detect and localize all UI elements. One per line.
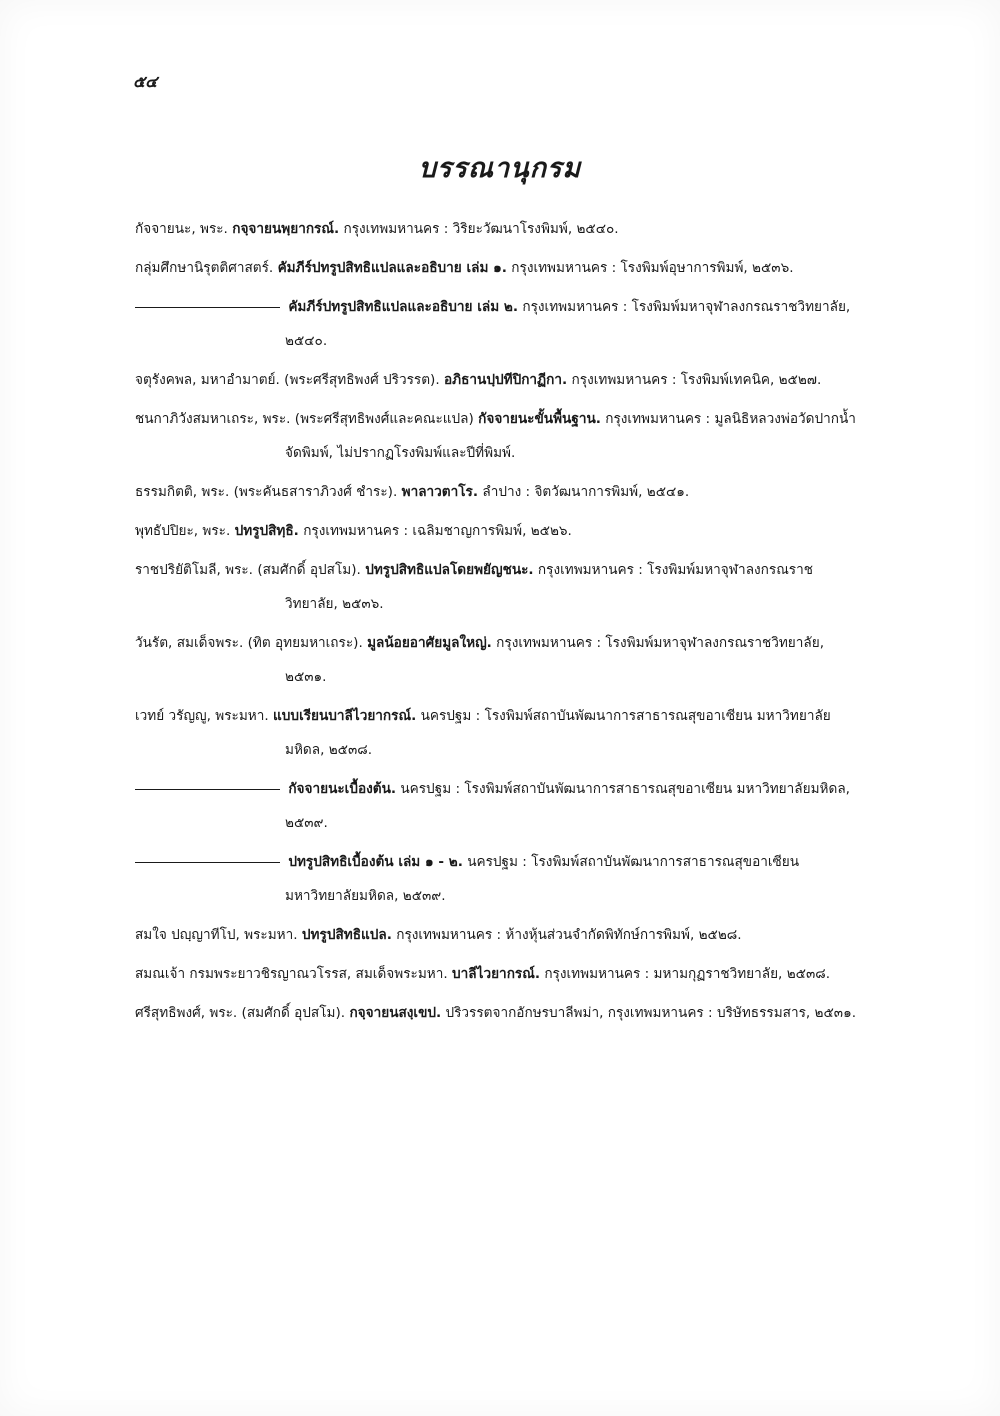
entry-imprint: กรุงเทพมหานคร : เฉลิมชาญการพิมพ์, ๒๕๒๖.	[303, 523, 572, 539]
entry-imprint: กรุงเทพมหานคร : ห้างหุ้นส่วนจำกัดพิทักษ์การพิมพ์, ๒๕๒๘.	[396, 927, 742, 943]
entry-imprint: กรุงเทพมหานคร : มูลนิธิหลวงพ่อวัดปากน้ำจัดพิมพ์, ไม่ปรากฏโรงพิมพ์และปีที่พิมพ์.	[285, 411, 856, 461]
entry-title: บาลีไวยากรณ์.	[452, 966, 540, 982]
entry-author: สมใจ ปญฺญาทีโป, พระมหา.	[135, 927, 298, 943]
entry-author: พุทธัปปิยะ, พระ.	[135, 523, 231, 539]
entry-title: กัจจายนะขั้นพื้นฐาน.	[478, 411, 601, 427]
bibliography-entry	[135, 475, 865, 509]
entry-title: คัมภีร์ปทรูปสิทธิแปลและอธิบาย เล่ม ๒.	[288, 299, 519, 315]
entry-imprint: กรุงเทพมหานคร : โรงพิมพ์มหาจุฬาลงกรณราชวิทยาลัย, ๒๕๔๐.	[285, 299, 851, 349]
bibliography-entry	[135, 772, 865, 840]
entry-imprint: กรุงเทพมหานคร : โรงพิมพ์อุษาการพิมพ์, ๒๕๓๖.	[511, 260, 794, 276]
entry-title: กจฺจายนสงฺเขป.	[349, 1005, 442, 1021]
entry-author: ธรรมกิตติ, พระ. (พระคันธสาราภิวงศ์ ชำระ).	[135, 484, 398, 500]
entry-author: กัจจายนะ, พระ.	[135, 221, 228, 237]
entry-title: พาลาวตาโร.	[401, 484, 479, 500]
entry-imprint: ลำปาง : จิตวัฒนาการพิมพ์, ๒๕๔๑.	[482, 484, 690, 500]
same-author-dash	[135, 862, 280, 863]
entry-title: อภิธานปฺปทีปิกาฏีกา.	[444, 372, 568, 388]
same-author-dash	[135, 789, 280, 790]
entry-title: ปทรูปสิทธิแปล.	[301, 927, 392, 943]
entry-author: กลุ่มศึกษานิรุตติศาสตร์.	[135, 260, 274, 276]
same-author-dash	[135, 307, 280, 308]
entry-author: สมณเจ้า กรมพระยาวชิรญาณวโรรส, สมเด็จพระมหา.	[135, 966, 448, 982]
entry-author: ราชปริยัติโมลี, พระ. (สมศักดิ์ อุปสโม).	[135, 562, 361, 578]
entry-imprint: นครปฐม : โรงพิมพ์สถาบันพัฒนาการสาธารณสุขอาเซียน มหาวิทยาลัยมหิดล, ๒๕๓๘.	[285, 708, 831, 758]
bibliography-entry	[135, 996, 865, 1030]
bibliography-entry	[135, 918, 865, 952]
entry-title: ปทรูปสิทฺธิ.	[234, 523, 299, 539]
entry-imprint: กรุงเทพมหานคร : มหามกุฏราชวิทยาลัย, ๒๕๓๘.	[544, 966, 831, 982]
page-title: บรรณานุกรม	[418, 153, 582, 184]
bibliography-entry	[135, 553, 865, 621]
page-number: ๕๔	[133, 72, 158, 91]
bibliography-entry	[135, 626, 865, 694]
entry-imprint: กรุงเทพมหานคร : โรงพิมพ์เทคนิค, ๒๕๒๗.	[571, 372, 822, 388]
entry-author: วันรัต, สมเด็จพระ. (ทิต อุทยมหาเถระ).	[135, 635, 363, 651]
entry-title: ปทรูปสิทธิเบื้องต้น เล่ม ๑ - ๒.	[288, 854, 463, 870]
bibliography-entry	[135, 363, 865, 397]
bibliography-entry	[135, 514, 865, 548]
entry-author: เวทย์ วรัญญู, พระมหา.	[135, 708, 269, 724]
bibliography-entry	[135, 402, 865, 470]
entry-title: กจฺจายนพฺยากรณ์.	[232, 221, 340, 237]
entry-title: ปทรูปสิทธิแปลโดยพยัญชนะ.	[365, 562, 534, 578]
entry-title: มูลน้อยอาศัยมูลใหญ่.	[367, 635, 492, 651]
entry-imprint: กรุงเทพมหานคร : โรงพิมพ์มหาจุฬาลงกรณราชวิทยาลัย, ๒๕๓๑.	[285, 635, 825, 685]
entry-author: ศรีสุทธิพงศ์, พระ. (สมศักดิ์ อุปสโม).	[135, 1005, 346, 1021]
entry-title: กัจจายนะเบื้องต้น.	[288, 781, 397, 797]
entry-title: คัมภีร์ปทรูปสิทธิแปลและอธิบาย เล่ม ๑.	[277, 260, 507, 276]
bibliography-list	[135, 212, 865, 1035]
bibliography-entry	[135, 290, 865, 358]
bibliography-entry	[135, 251, 865, 285]
bibliography-entry	[135, 957, 865, 991]
bibliography-entry	[135, 845, 865, 913]
entry-imprint: นครปฐม : โรงพิมพ์สถาบันพัฒนาการสาธารณสุขอาเซียน มหาวิทยาลัยมหิดล, ๒๕๓๙.	[285, 854, 800, 904]
entry-imprint: กรุงเทพมหานคร : โรงพิมพ์มหาจุฬาลงกรณราชวิทยาลัย, ๒๕๓๖.	[285, 562, 813, 612]
entry-author: ชนกาภิวังสมหาเถระ, พระ. (พระศรีสุทธิพงศ์และคณะแปล)	[135, 411, 474, 427]
entry-imprint: ปริวรรตจากอักษรบาลีพม่า, กรุงเทพมหานคร : บริษัทธรรมสาร, ๒๕๓๑.	[445, 1005, 857, 1021]
entry-title: แบบเรียนบาลีไวยากรณ์.	[273, 708, 417, 724]
entry-imprint: กรุงเทพมหานคร : วิริยะวัฒนาโรงพิมพ์, ๒๕๔๐.	[343, 221, 619, 237]
entry-imprint: นครปฐม : โรงพิมพ์สถาบันพัฒนาการสาธารณสุขอาเซียน มหาวิทยาลัยมหิดล, ๒๕๓๙.	[285, 781, 850, 831]
bibliography-entry	[135, 212, 865, 246]
bibliography-entry	[135, 699, 865, 767]
entry-author: จตุรังคพล, มหาอำมาตย์. (พระศรีสุทธิพงศ์ ปริวรรต).	[135, 372, 440, 388]
